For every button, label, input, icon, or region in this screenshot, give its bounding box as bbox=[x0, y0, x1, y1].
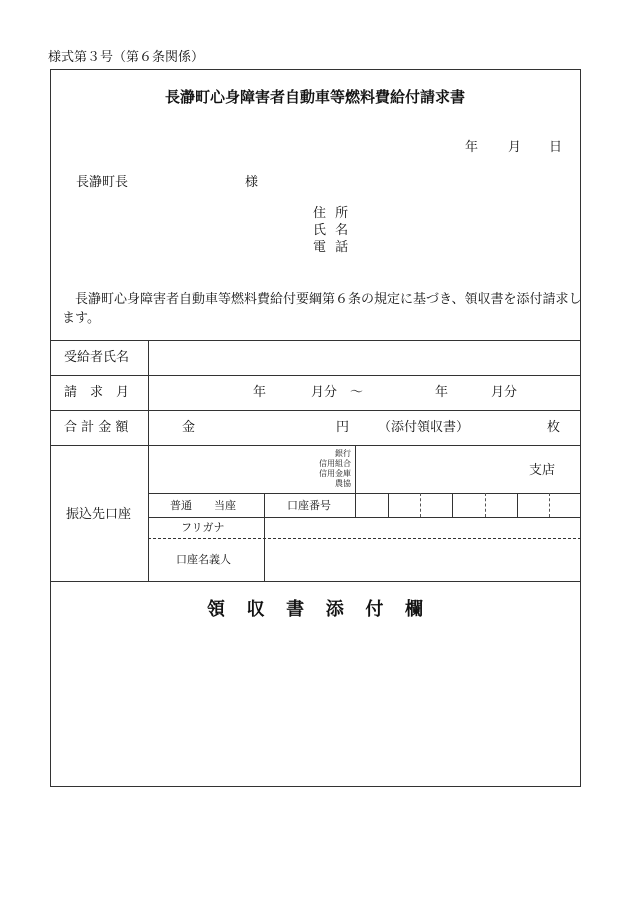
date-year-label: 年 bbox=[465, 140, 479, 155]
recipient-name-field[interactable] bbox=[150, 342, 580, 374]
applicant-address-label: 住所 bbox=[313, 206, 358, 221]
date-day-label: 日 bbox=[549, 140, 563, 155]
applicant-name-label: 氏名 bbox=[313, 223, 358, 238]
label-column-rule bbox=[148, 340, 149, 581]
transfer-account-label: 振込先口座 bbox=[66, 507, 132, 522]
bank-type-agricultural-coop: 農協 bbox=[335, 479, 351, 488]
digit-box-rule bbox=[388, 493, 389, 517]
digit-box-rule bbox=[452, 493, 453, 517]
digit-box-rule bbox=[549, 493, 550, 517]
amount-kin-label: 金 bbox=[182, 420, 196, 435]
digit-box-rule bbox=[420, 493, 421, 517]
bank-type-options bbox=[305, 449, 351, 489]
table-top-rule bbox=[50, 340, 581, 341]
addressee-name: 長瀞町長 bbox=[76, 175, 129, 190]
applicant-phone-label: 電話 bbox=[313, 240, 358, 255]
account-column-rule bbox=[264, 493, 265, 581]
receipt-attachment-title: 領収書添付欄 bbox=[206, 599, 445, 620]
row-rule bbox=[50, 375, 581, 376]
attachment-section-rule bbox=[50, 581, 581, 582]
furigana-row-rule bbox=[148, 538, 581, 539]
form-title: 長瀞町心身障害者自動車等燃料費給付請求書 bbox=[164, 88, 465, 106]
account-type-options: 普通 当座 bbox=[170, 499, 236, 512]
digit-box-rule bbox=[485, 493, 486, 517]
account-row-rule bbox=[148, 517, 581, 518]
row-rule bbox=[50, 410, 581, 411]
billing-start-month: 月分 bbox=[311, 385, 338, 400]
bank-type-credit-bank: 信用金庫 bbox=[319, 469, 351, 478]
addressee-honorific: 様 bbox=[245, 175, 259, 190]
billing-end-year: 年 bbox=[435, 385, 449, 400]
recipient-name-label: 受給者氏名 bbox=[64, 350, 130, 365]
total-amount-label: 合 計 金 額 bbox=[64, 420, 129, 435]
digit-box-rule bbox=[517, 493, 518, 517]
form-number-label: 様式第３号（第６条関係） bbox=[48, 50, 205, 65]
amount-yen-label: 円 bbox=[336, 420, 350, 435]
date-month-label: 月 bbox=[508, 140, 522, 155]
account-number-label: 口座番号 bbox=[287, 499, 331, 512]
receipt-count-unit: 枚 bbox=[547, 420, 561, 435]
attached-receipts-label: （添付領収書） bbox=[378, 420, 470, 435]
bank-type-bank: 銀行 bbox=[335, 449, 351, 458]
request-statement: 長瀞町心身障害者自動車等燃料費給付要綱第６条の規定に基づき、領収書を添付請求します。 bbox=[62, 292, 582, 326]
billing-end-month: 月分 bbox=[491, 385, 518, 400]
billing-range-tilde: 〜 bbox=[350, 385, 364, 400]
account-holder-label: 口座名義人 bbox=[176, 553, 231, 566]
bank-type-credit-union: 信用組合 bbox=[319, 459, 351, 468]
row-rule bbox=[50, 445, 581, 446]
receipt-attachment-area[interactable] bbox=[52, 630, 579, 785]
branch-label: 支店 bbox=[529, 463, 556, 478]
billing-month-label: 請 求 月 bbox=[64, 385, 130, 400]
bank-column-rule bbox=[355, 445, 356, 517]
billing-start-year: 年 bbox=[253, 385, 267, 400]
furigana-label: フリガナ bbox=[181, 521, 225, 534]
